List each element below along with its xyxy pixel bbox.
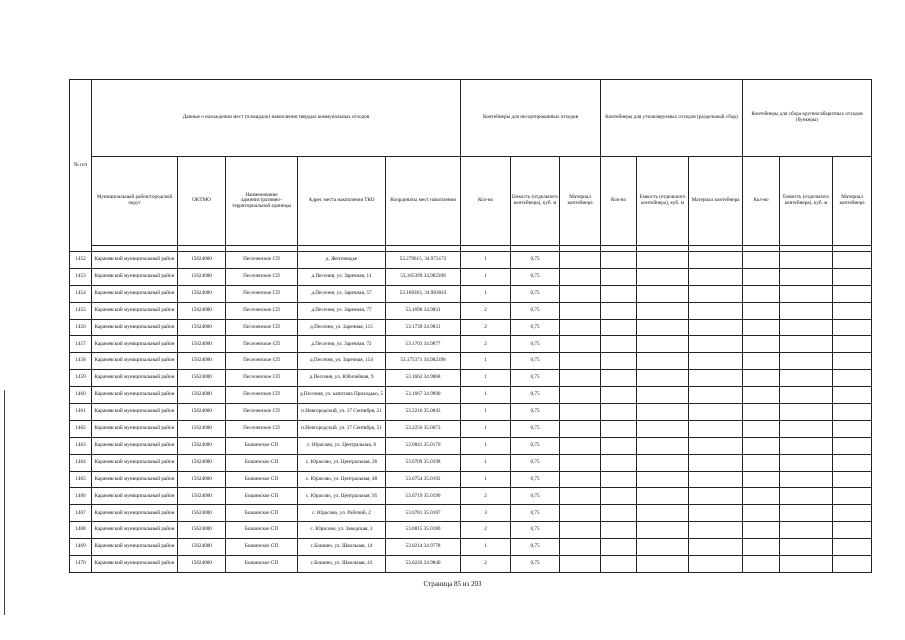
cell-count: 1: [461, 539, 511, 556]
cell-address: с. Юрасово, ул. Центральная, 8: [298, 437, 386, 454]
cell-volume: 0,75: [511, 387, 560, 404]
table-row: [70, 454, 872, 471]
cell-admin: Песоченское СП: [226, 387, 298, 404]
table-row: [70, 319, 872, 336]
cell-volume: 0,75: [511, 539, 560, 556]
cell-num: 1469: [70, 539, 92, 556]
cell-coords: 53.0709 35.0198: [386, 454, 461, 471]
table-row: [70, 488, 872, 505]
cell-district: Карачевский муниципальный район: [92, 268, 178, 285]
cell-num: 1454: [70, 285, 92, 302]
cell-district: Карачевский муниципальный район: [92, 404, 178, 421]
cell-coords: 53.0841 35.0170: [386, 437, 461, 454]
cell-coords: 53.0754 35.0192: [386, 471, 461, 488]
cell-oktmo: 15624000: [178, 556, 226, 573]
cell-admin: Песоченское СП: [226, 370, 298, 387]
col-header-address: Адрес места накопления ТКО: [298, 157, 386, 246]
group-header-location: Данные о нахождении мест (площадок) накопления твердых коммунальных отходов: [92, 80, 461, 157]
table-row: [70, 387, 872, 404]
header-row-groups: [70, 80, 872, 157]
cell-count: 1: [461, 353, 511, 370]
cell-count: 1: [461, 420, 511, 437]
cell-count: 2: [461, 488, 511, 505]
cell-count: 1: [461, 370, 511, 387]
cell-admin: Бошинское СП: [226, 471, 298, 488]
cell-district: Карачевский муниципальный район: [92, 302, 178, 319]
col-header-num: № п/п: [70, 80, 92, 252]
cell-count: 3: [461, 505, 511, 522]
cell-count: 1: [461, 387, 511, 404]
cell-oktmo: 15624000: [178, 387, 226, 404]
col-header-count-bulky: Кол-во: [743, 157, 780, 246]
col-header-material-bulky: Материал контейнера: [833, 157, 872, 246]
table-row: [70, 336, 872, 353]
cell-address: п.Новгородский, ул. 17 Сентября, 51: [298, 420, 386, 437]
cell-address: д.Песочня, ул. Заречная, 57: [298, 285, 386, 302]
table-row: [70, 370, 872, 387]
cell-num: 1453: [70, 268, 92, 285]
table-row: [70, 353, 872, 370]
cell-volume: 0,75: [511, 505, 560, 522]
cell-district: Карачевский муниципальный район: [92, 336, 178, 353]
page-number: Страница 85 из 203: [423, 580, 482, 588]
table-row: [70, 471, 872, 488]
cell-num: 1461: [70, 404, 92, 421]
cell-oktmo: 15624000: [178, 522, 226, 539]
cell-count: 1: [461, 471, 511, 488]
cell-coords: 53.0719 35.0190: [386, 488, 461, 505]
cell-district: Карачевский муниципальный район: [92, 556, 178, 573]
cell-volume: 0,75: [511, 336, 560, 353]
cell-volume: 0,75: [511, 437, 560, 454]
cell-coords: 53.0214 34.9778: [386, 539, 461, 556]
cell-volume: 0,75: [511, 285, 560, 302]
cell-admin: Бошинское СП: [226, 539, 298, 556]
cell-num: 1468: [70, 522, 92, 539]
cell-admin: Песоченское СП: [226, 285, 298, 302]
cell-oktmo: 15624000: [178, 404, 226, 421]
header-row-columns: [70, 157, 872, 246]
table-row: [70, 302, 872, 319]
cell-count: 2: [461, 336, 511, 353]
cell-oktmo: 15624000: [178, 319, 226, 336]
cell-address: с. Юрасово, ул. Центральная, 26: [298, 454, 386, 471]
col-header-count-sorted: Кол-во: [601, 157, 637, 246]
table-row: [70, 252, 872, 269]
cell-oktmo: 15624000: [178, 420, 226, 437]
cell-oktmo: 15624000: [178, 454, 226, 471]
cell-coords: 53.1698 34.9831: [386, 302, 461, 319]
cell-district: Карачевский муниципальный район: [92, 252, 178, 269]
cell-oktmo: 15624000: [178, 471, 226, 488]
col-header-material-unsorted: Материал контейнера: [560, 157, 601, 246]
cell-address: с. Юрасово, ул. Заводская, 2: [298, 522, 386, 539]
cell-num: 1452: [70, 252, 92, 269]
table-row: [70, 268, 872, 285]
col-header-volume-sorted: Емкость (отдельного контейнера), куб. м: [637, 157, 689, 246]
cell-num: 1465: [70, 471, 92, 488]
cell-oktmo: 15624000: [178, 268, 226, 285]
cell-oktmo: 15624000: [178, 353, 226, 370]
cell-district: Карачевский муниципальный район: [92, 505, 178, 522]
table-row: [70, 539, 872, 556]
cell-admin: Песоченское СП: [226, 302, 298, 319]
cell-district: Карачевский муниципальный район: [92, 420, 178, 437]
cell-num: 1457: [70, 336, 92, 353]
cell-oktmo: 15624000: [178, 505, 226, 522]
cell-district: Карачевский муниципальный район: [92, 437, 178, 454]
col-header-district: Муниципальный район/городской округ: [92, 157, 178, 246]
col-header-count-unsorted: Кол-во: [461, 157, 511, 246]
cell-count: 2: [461, 302, 511, 319]
table-body: [70, 252, 872, 573]
cell-address: с. Юрасово, ул. Рабочий, 2: [298, 505, 386, 522]
cell-admin: Песоченское СП: [226, 268, 298, 285]
cell-district: Карачевский муниципальный район: [92, 353, 178, 370]
cell-num: 1462: [70, 420, 92, 437]
cell-address: п.Новгородский, ул. 17 Сентября, 21: [298, 404, 386, 421]
cell-coords: 53.1739 34.9831: [386, 319, 461, 336]
cell-count: 1: [461, 268, 511, 285]
col-header-oktmo: ОКТМО: [178, 157, 226, 246]
waste-sites-table: [69, 79, 872, 573]
cell-num: 1459: [70, 370, 92, 387]
register-sheet: [69, 79, 872, 573]
cell-volume: 0,75: [511, 488, 560, 505]
cell-address: с. Юрасово, ул. Центральная, 48: [298, 471, 386, 488]
cell-num: 1464: [70, 454, 92, 471]
cell-admin: Песоченское СП: [226, 336, 298, 353]
cell-district: Карачевский муниципальный район: [92, 471, 178, 488]
cell-num: 1467: [70, 505, 92, 522]
cell-admin: Бошинское СП: [226, 488, 298, 505]
cell-volume: 0,75: [511, 353, 560, 370]
cell-coords: 53.2216 35.0043: [386, 404, 461, 421]
cell-oktmo: 15624000: [178, 370, 226, 387]
cell-district: Карачевский муниципальный район: [92, 539, 178, 556]
cell-admin: Бошинское СП: [226, 522, 298, 539]
cell-num: 1455: [70, 302, 92, 319]
cell-district: Карачевский муниципальный район: [92, 387, 178, 404]
cell-oktmo: 15624000: [178, 437, 226, 454]
cell-coords: 53.279615, 34.973172: [386, 252, 461, 269]
cell-address: с.Бошино, ул. Школьная, 43: [298, 556, 386, 573]
cell-district: Карачевский муниципальный район: [92, 454, 178, 471]
col-header-volume-unsorted: Емкость (отдельного контейнера), куб. м: [511, 157, 560, 246]
cell-count: 1: [461, 285, 511, 302]
cell-district: Карачевский муниципальный район: [92, 522, 178, 539]
cell-volume: 0,75: [511, 522, 560, 539]
cell-admin: Песоченское СП: [226, 319, 298, 336]
cell-address: д.Песочня, ул. капитана Приходько, 5: [298, 387, 386, 404]
cell-coords: 53,175371 34,982398: [386, 353, 461, 370]
col-header-coords: Координаты мест накопления: [386, 157, 461, 246]
cell-admin: Песоченское СП: [226, 353, 298, 370]
cell-num: 1466: [70, 488, 92, 505]
cell-volume: 0,75: [511, 302, 560, 319]
cell-num: 1470: [70, 556, 92, 573]
cell-oktmo: 15624000: [178, 336, 226, 353]
cell-volume: 0,75: [511, 268, 560, 285]
cell-volume: 0,75: [511, 319, 560, 336]
cell-volume: 0,75: [511, 404, 560, 421]
cell-count: 2: [461, 522, 511, 539]
table-row: [70, 285, 872, 302]
cell-num: 1460: [70, 387, 92, 404]
cell-address: д.Песочня, ул. Заречная, 11: [298, 268, 386, 285]
cell-district: Карачевский муниципальный район: [92, 285, 178, 302]
cell-district: Карачевский муниципальный район: [92, 370, 178, 387]
cell-count: 2: [461, 556, 511, 573]
cell-num: 1458: [70, 353, 92, 370]
cell-coords: 53,165399 34,982398: [386, 268, 461, 285]
group-header-bulky: Контейнеры для сбора крупногабаритных отходов (бункеры): [743, 80, 872, 157]
cell-coords: 53.1703 34.9877: [386, 336, 461, 353]
cell-coords: 53.168363, 34.983043: [386, 285, 461, 302]
cell-num: 1456: [70, 319, 92, 336]
cell-address: д.Песочня, ул. Заречная, 72: [298, 336, 386, 353]
cell-count: 1: [461, 252, 511, 269]
cell-count: 1: [461, 437, 511, 454]
cell-address: д.Песочня, ул. Заречная, 115: [298, 319, 386, 336]
cell-address: с. Юрасово, ул. Центральная, 95: [298, 488, 386, 505]
table-row: [70, 556, 872, 573]
cell-volume: 0,75: [511, 454, 560, 471]
cell-num: 1463: [70, 437, 92, 454]
table-row: [70, 437, 872, 454]
cell-oktmo: 15624000: [178, 285, 226, 302]
cell-district: Карачевский муниципальный район: [92, 319, 178, 336]
cell-address: д.Песочня, ул. Заречная, 77: [298, 302, 386, 319]
table-row: [70, 505, 872, 522]
cell-district: Карачевский муниципальный район: [92, 488, 178, 505]
cell-coords: 53.0781 35.0187: [386, 505, 461, 522]
cell-admin: Песоченское СП: [226, 252, 298, 269]
group-header-sorted: Контейнеры для утилизируемых отходов (раздельный сбор): [601, 80, 743, 157]
cell-address: с.Бошино, ул. Школьная, 14: [298, 539, 386, 556]
cell-admin: Бошинское СП: [226, 454, 298, 471]
col-header-material-sorted: Материал контейнера: [689, 157, 743, 246]
cell-admin: Бошинское СП: [226, 556, 298, 573]
cell-coords: 53.0815 35.0180: [386, 522, 461, 539]
cell-volume: 0,75: [511, 420, 560, 437]
cell-coords: 53.2256 35.0073: [386, 420, 461, 437]
cell-oktmo: 15624000: [178, 488, 226, 505]
cell-address: д.Песочня, ул. Заречная, 154: [298, 353, 386, 370]
cell-admin: Песоченское СП: [226, 404, 298, 421]
cell-volume: 0,75: [511, 252, 560, 269]
cell-coords: 53.1667 34.9890: [386, 387, 461, 404]
cell-coords: 53.0226 34.9840: [386, 556, 461, 573]
cell-coords: 53.1662 34.9868: [386, 370, 461, 387]
cell-count: 2: [461, 319, 511, 336]
table-row: [70, 420, 872, 437]
group-header-unsorted: Контейнеры для несортированных отходов: [461, 80, 601, 157]
cell-admin: Бошинское СП: [226, 505, 298, 522]
cell-volume: 0,75: [511, 556, 560, 573]
cell-volume: 0,75: [511, 370, 560, 387]
cell-oktmo: 15624000: [178, 302, 226, 319]
cell-count: 1: [461, 404, 511, 421]
cell-count: 1: [461, 454, 511, 471]
cell-admin: Бошинское СП: [226, 437, 298, 454]
cell-address: д. Желтоводье: [298, 252, 386, 269]
col-header-volume-bulky: Емкость (отдельного контейнера), куб. м: [780, 157, 833, 246]
cell-oktmo: 15624000: [178, 539, 226, 556]
table-row: [70, 522, 872, 539]
cell-oktmo: 15624000: [178, 252, 226, 269]
cell-volume: 0,75: [511, 471, 560, 488]
table-row: [70, 404, 872, 421]
cell-admin: Песоченское СП: [226, 420, 298, 437]
col-header-admin-unit: Наименование административно-территориальной единицы: [226, 157, 298, 246]
cell-address: д.Песочня, ул. Юбилейная, 9: [298, 370, 386, 387]
